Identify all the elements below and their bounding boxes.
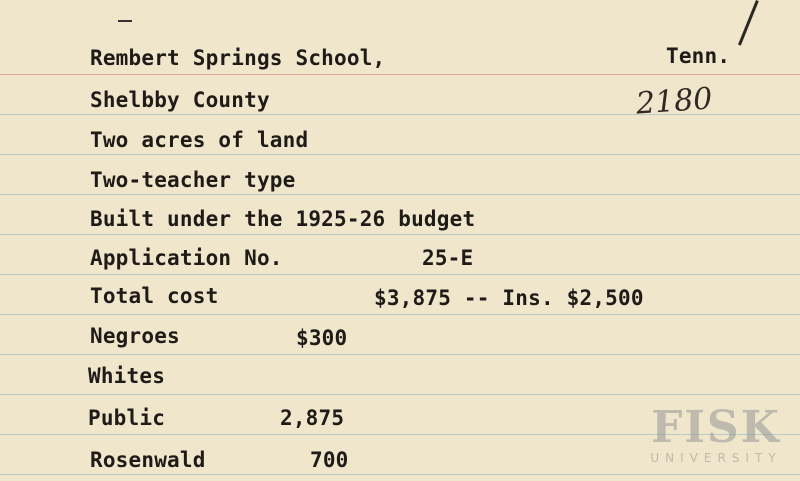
ruled-line xyxy=(0,354,800,355)
total-cost-label: Total cost xyxy=(90,284,219,308)
whites-label: Whites xyxy=(88,364,166,388)
rosenwald-label: Rosenwald xyxy=(90,448,206,472)
type-line: Two-teacher type xyxy=(90,168,296,192)
public-value: 2,875 xyxy=(280,406,345,430)
negroes-value: $300 xyxy=(296,326,348,350)
ruled-line xyxy=(0,314,800,315)
total-cost-value: $3,875 -- Ins. $2,500 xyxy=(374,286,644,310)
fisk-university-logo xyxy=(636,402,796,465)
school-name: Rembert Springs School, xyxy=(90,46,386,70)
ruled-line xyxy=(0,194,800,195)
negroes-label: Negroes xyxy=(90,324,180,348)
public-label: Public xyxy=(88,406,166,430)
ruled-line xyxy=(0,274,800,275)
state: Tenn. xyxy=(666,44,731,68)
pencil-stroke xyxy=(738,0,759,46)
ruled-line xyxy=(0,234,800,235)
application-label: Application No. xyxy=(90,246,283,270)
application-number: 25-E xyxy=(422,246,474,270)
budget-line: Built under the 1925-26 budget xyxy=(90,207,476,231)
ruled-line xyxy=(0,394,800,395)
logo-name: FISK xyxy=(651,402,781,453)
handwritten-number: 2180 xyxy=(634,81,714,122)
ruled-line xyxy=(0,154,800,155)
county: Shelbby County xyxy=(90,88,270,112)
rosenwald-value: 700 xyxy=(310,448,349,472)
ink-mark xyxy=(118,20,132,22)
header-rule xyxy=(0,74,800,75)
land-line: Two acres of land xyxy=(90,128,309,152)
ruled-line xyxy=(0,474,800,475)
logo-subtitle: UNIVERSITY xyxy=(650,451,782,465)
